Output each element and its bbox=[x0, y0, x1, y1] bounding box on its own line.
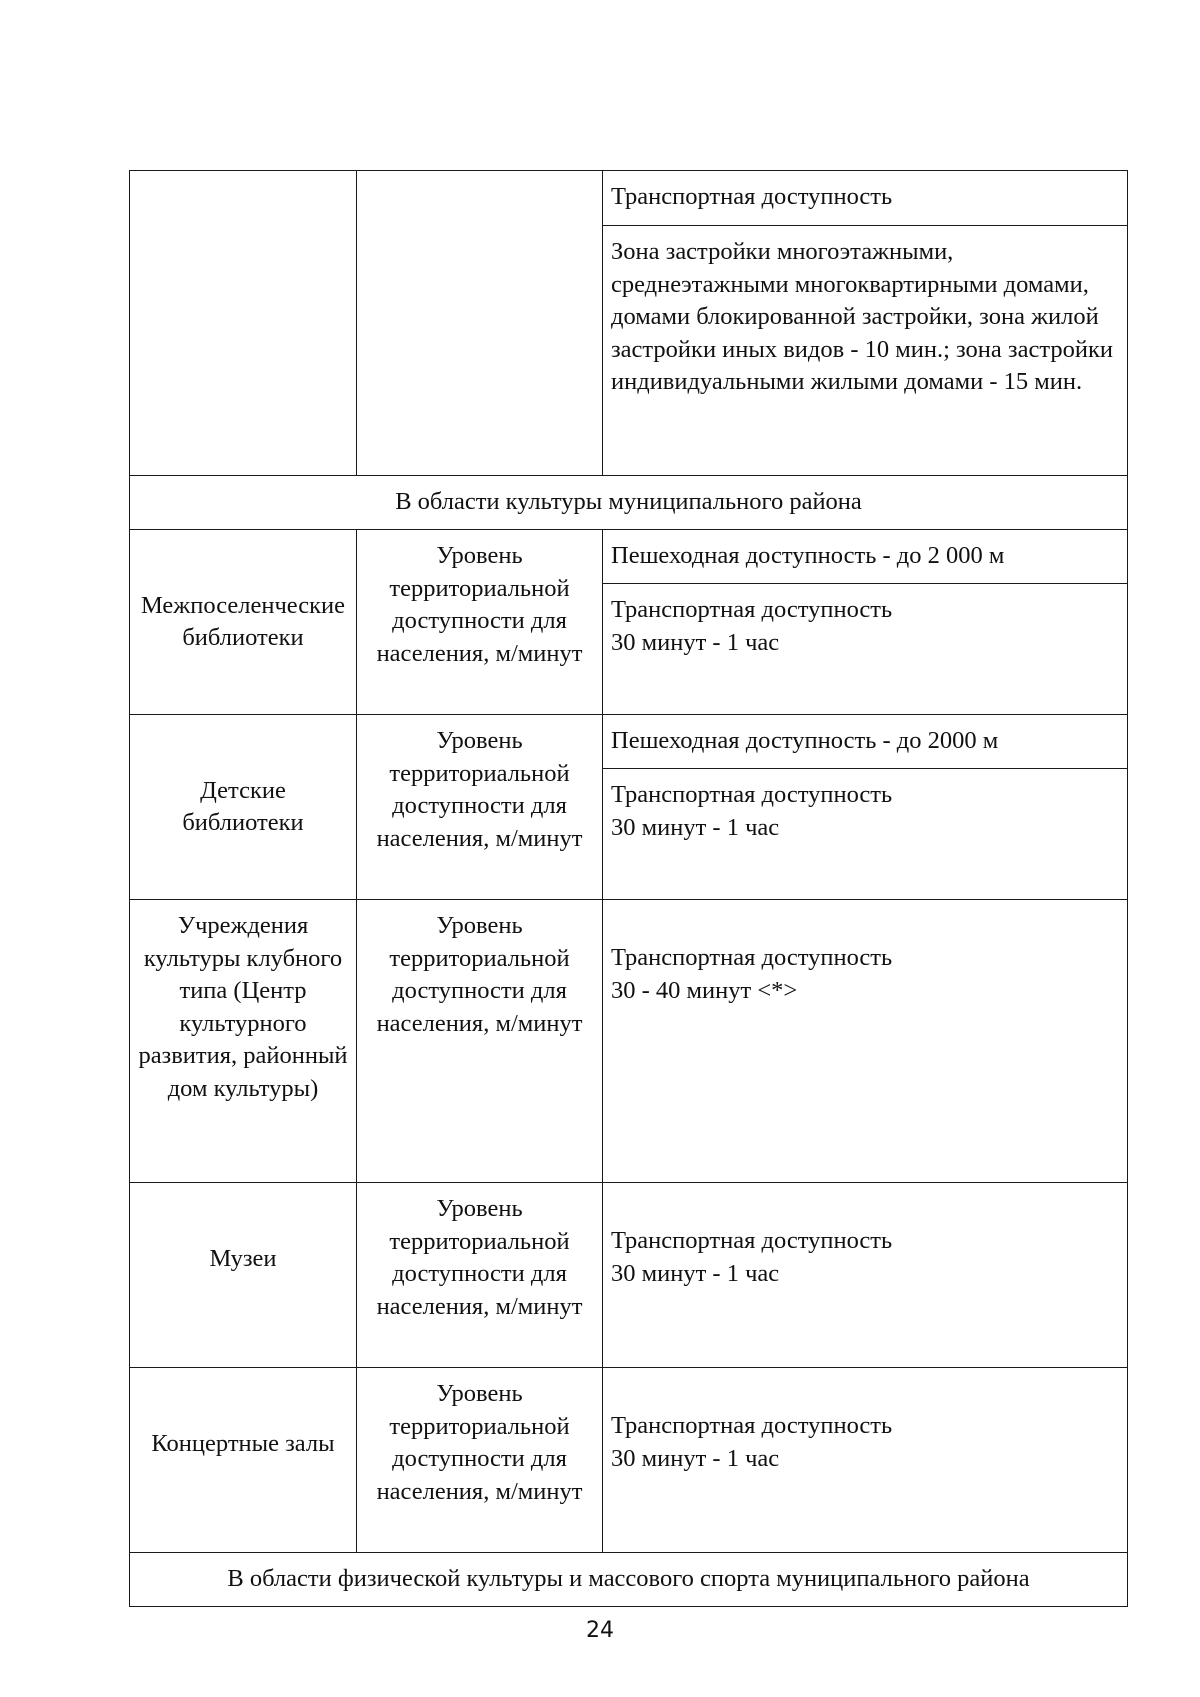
transport-value: 30 минут - 1 час bbox=[611, 1444, 780, 1472]
indicator-cell: Уровень территориальной доступности для населения, м/минут bbox=[357, 715, 603, 900]
transport-access bbox=[603, 900, 1128, 1183]
transport-access-label: Транспортная доступность bbox=[603, 171, 1128, 226]
table-row bbox=[130, 1368, 1128, 1553]
walking-access: Пешеходная доступность - до 2 000 м bbox=[603, 530, 1128, 584]
transport-access bbox=[603, 1183, 1128, 1368]
empty-name-cell bbox=[130, 171, 357, 476]
transport-value: 30 минут - 1 час bbox=[611, 628, 780, 656]
transport-label: Транспортная доступность bbox=[611, 596, 893, 623]
page-number: 24 bbox=[586, 1618, 614, 1643]
walking-access: Пешеходная доступность - до 2000 м bbox=[603, 715, 1128, 769]
section-title-culture: В области культуры муниципального района bbox=[130, 476, 1128, 530]
facility-name: Музеи bbox=[130, 1183, 357, 1368]
table-row bbox=[130, 715, 1128, 769]
facility-name: Детские библиотеки bbox=[130, 715, 357, 900]
table-row bbox=[130, 900, 1128, 1183]
transport-label: Транспортная доступность bbox=[611, 1412, 893, 1439]
transport-value: 30 минут - 1 час bbox=[611, 1259, 780, 1287]
standards-table bbox=[129, 170, 1128, 1607]
empty-indicator-cell bbox=[357, 171, 603, 476]
transport-label: Транспортная доступность bbox=[611, 1227, 893, 1254]
transport-label: Транспортная доступность bbox=[611, 944, 893, 971]
indicator-cell: Уровень территориальной доступности для населения, м/минут bbox=[357, 900, 603, 1183]
table-row bbox=[130, 171, 1128, 226]
transport-value: 30 минут - 1 час bbox=[611, 813, 780, 841]
transport-value: 30 - 40 минут <*> bbox=[611, 976, 798, 1004]
facility-name: Учреждения культуры клубного типа (Центр культурного развития, районный дом культуры) bbox=[130, 900, 357, 1183]
section-title-sport: В области физической культуры и массового спорта муниципального района bbox=[130, 1553, 1128, 1607]
indicator-cell: Уровень территориальной доступности для населения, м/минут bbox=[357, 1368, 603, 1553]
section-header-row bbox=[130, 476, 1128, 530]
transport-access bbox=[603, 1368, 1128, 1553]
indicator-cell: Уровень территориальной доступности для населения, м/минут bbox=[357, 530, 603, 715]
indicator-cell: Уровень территориальной доступности для населения, м/минут bbox=[357, 1183, 603, 1368]
table-row bbox=[130, 1183, 1128, 1368]
transport-label: Транспортная доступность bbox=[611, 781, 893, 808]
zone-description: Зона застройки многоэтажными, среднеэтажными многоквартирными домами, домами блокированной застройки, зона жилой застройки иных видов - 10 мин.; зона застройки индивидуальными жилыми домами - 15 мин. bbox=[603, 226, 1128, 476]
table-row bbox=[130, 530, 1128, 584]
facility-name: Концертные залы bbox=[130, 1368, 357, 1553]
facility-name: Межпоселенческие библиотеки bbox=[130, 530, 357, 715]
transport-access bbox=[603, 584, 1128, 715]
transport-access bbox=[603, 769, 1128, 900]
section-header-row bbox=[130, 1553, 1128, 1607]
